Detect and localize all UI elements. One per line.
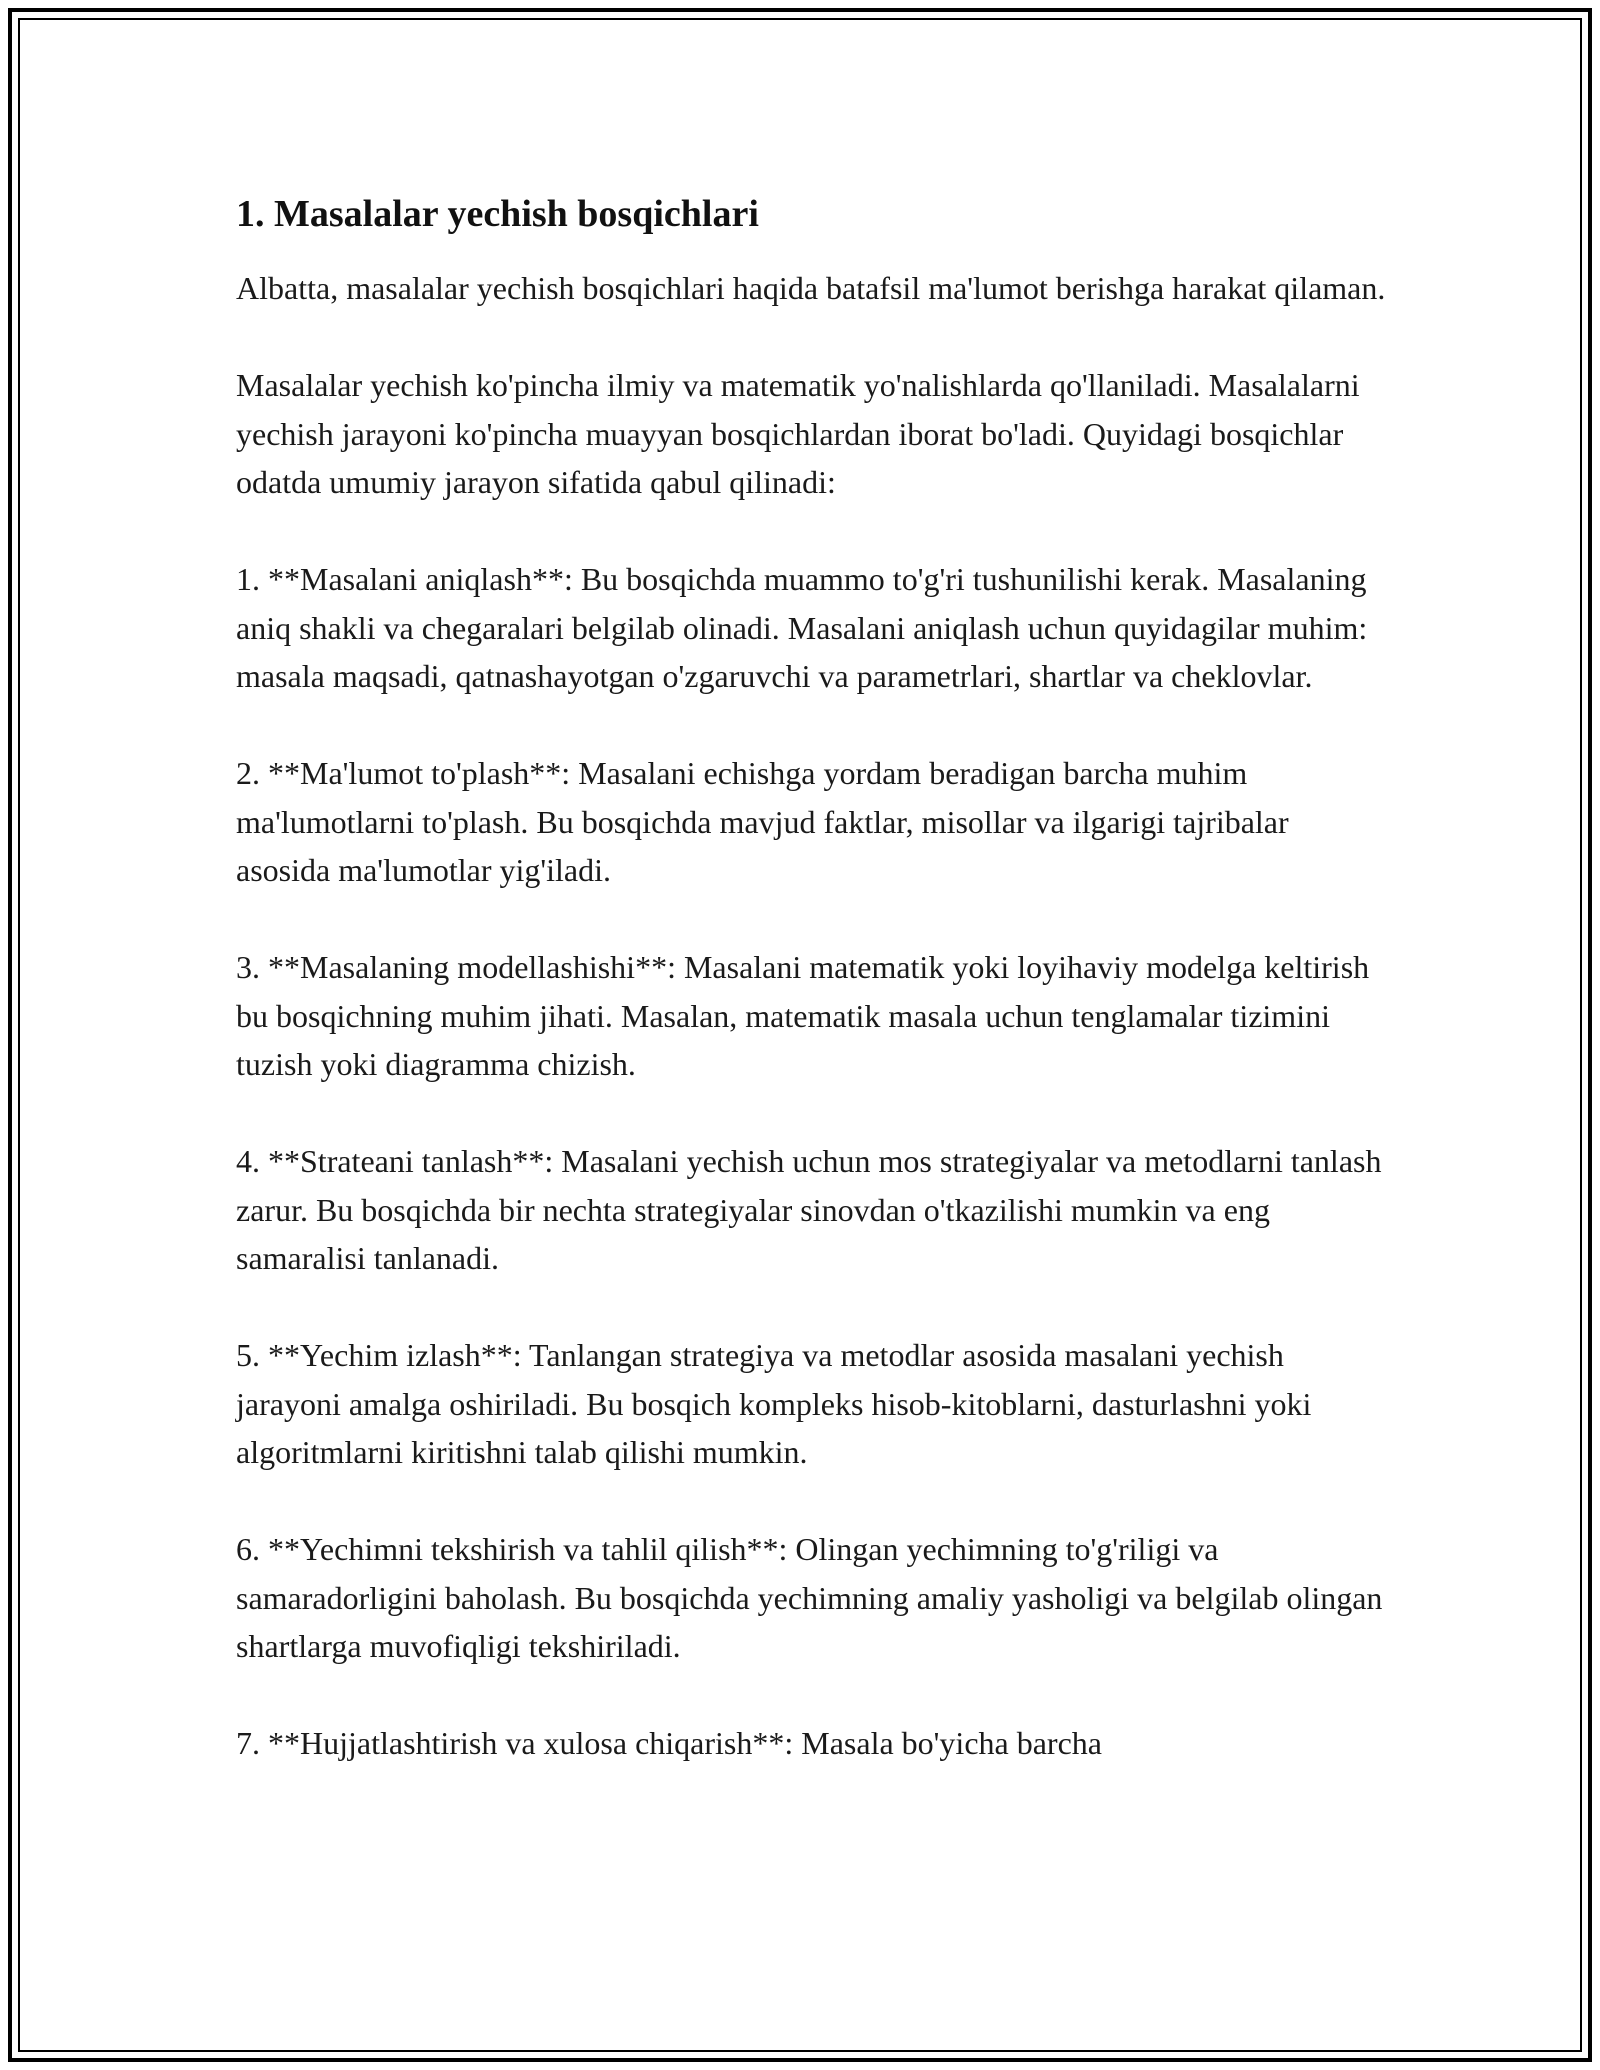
paragraph-step-2: 2. **Ma'lumot to'plash**: Masalani echishga yordam beradigan barcha muhim ma'lumotlarni to'plash. Bu bosqichda mavjud faktlar, misollar va ilgarigi tajribalar asosida ma'lumotlar yig'iladi. <box>236 755 1289 888</box>
paragraph-step-3: 3. **Masalaning modellashishi**: Masalani matematik yoki loyihaviy modelga keltirish bu bosqichning muhim jihati. Masalan, matematik masala uchun tenglamalar tizimini tuzish yoki diagramma chizish. <box>236 949 1370 1082</box>
paragraph-step-7: 7. **Hujjatlashtirish va xulosa chiqarish**: Masala bo'yicha barcha <box>236 1725 1102 1761</box>
paragraph-step-1: 1. **Masalani aniqlash**: Bu bosqichda muammo to'g'ri tushunilishi kerak. Masalaning aniq shakli va chegaralari belgilab olinadi. Masalani aniqlash uchun quyidagilar muhim: masala maqsadi, qatnashayotgan o'zgaruvchi va parametrlari, shartlar va cheklovlar. <box>236 561 1368 694</box>
paragraph-step-6: 6. **Yechimni tekshirish va tahlil qilish**: Olingan yechimning to'g'riligi va samaradorligini baholash. Bu bosqichda yechimning amaliy yasholigi va belgilab olingan shartlarga muvofiqligi tekshiriladi. <box>236 1531 1383 1664</box>
paragraph-step-5: 5. **Yechim izlash**: Tanlangan strategiya va metodlar asosida masalani yechish jarayoni amalga oshiriladi. Bu bosqich kompleks hisob-kitoblarni, dasturlashni yoki algoritmlarni kiritishni talab qilishi mumkin. <box>236 1337 1312 1470</box>
paragraph-intro: Albatta, masalalar yechish bosqichlari haqida batafsil ma'lumot berishga harakat qilaman. <box>236 270 1386 306</box>
paragraph-overview: Masalalar yechish ko'pincha ilmiy va matematik yo'nalishlarda qo'llaniladi. Masalalarni yechish jarayoni ko'pincha muayyan bosqichlardan iborat bo'ladi. Quyidagi bosqichlar odatda umumiy jarayon sifatida qabul qilinadi: <box>236 367 1360 500</box>
document-body <box>236 190 1386 1768</box>
paragraph-step-4: 4. **Strateani tanlash**: Masalani yechish uchun mos strategiyalar va metodlarni tanlash zarur. Bu bosqichda bir nechta strategiyalar sinovdan o'tkazilishi mumkin va eng samaralisi tanlanadi. <box>236 1143 1382 1276</box>
page-title: 1. Masalalar yechish bosqichlari <box>236 193 759 235</box>
